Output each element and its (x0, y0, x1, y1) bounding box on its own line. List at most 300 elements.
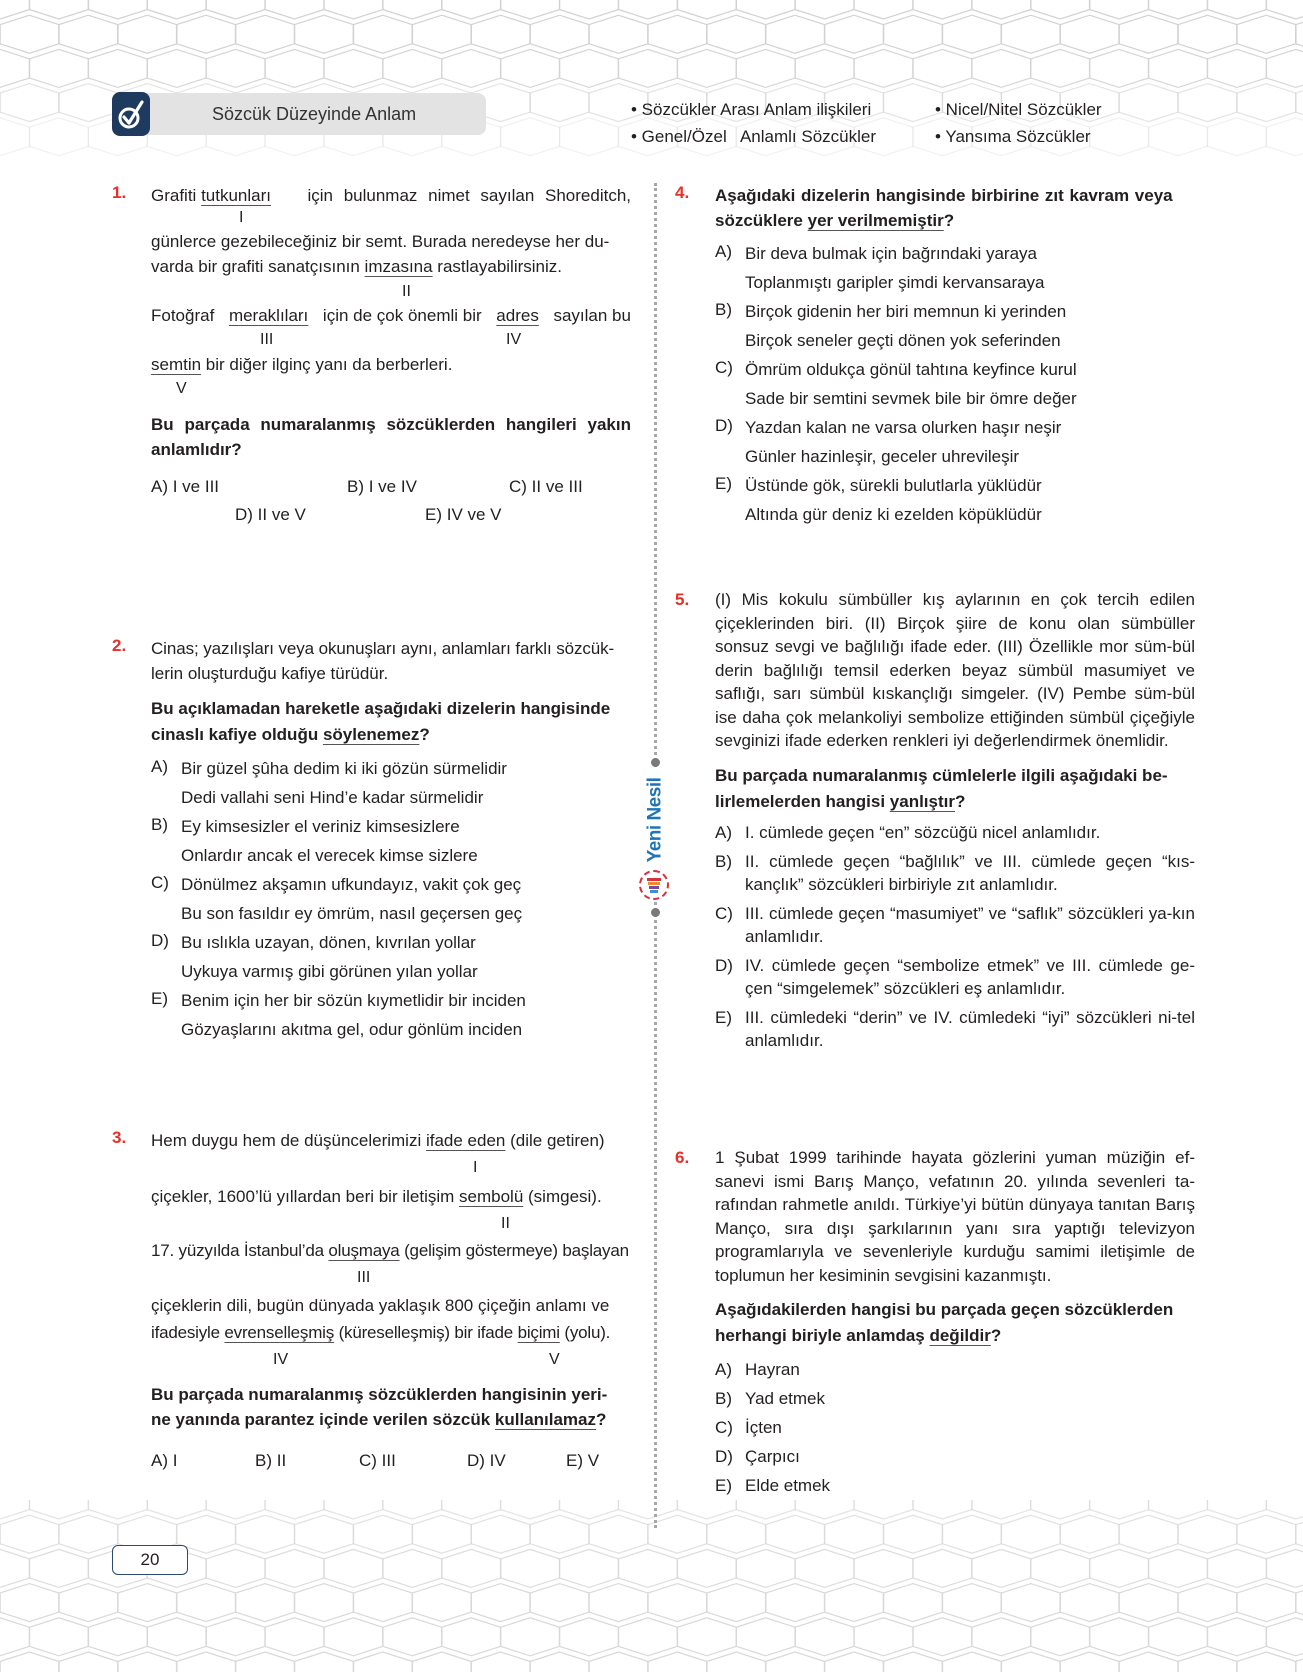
hexagon-shape (1060, 1652, 1119, 1672)
q1-line-3: varda bir grafiti sanatçısının imzasına rastlayabilirsiniz. (151, 257, 563, 276)
hexagon-shape (1119, 1652, 1178, 1672)
hexagon-shape (206, 1500, 265, 1519)
hexagon-shape (501, 1618, 560, 1656)
intro-line: Cinas; yazılışları veya okunuşları aynı, anlamları farklı sözcük- (151, 639, 615, 658)
option-text: Elde etmek (745, 1476, 831, 1495)
hexagon-shape (0, 1618, 30, 1656)
option-c[interactable] (151, 870, 631, 928)
hexagon-shape (59, 15, 118, 53)
hexagon-shape (294, 1584, 353, 1622)
hexagon-shape (618, 1500, 677, 1519)
hexagon-shape (147, 49, 206, 87)
hexagon-shape (0, 15, 59, 53)
hexagon-shape (707, 1652, 766, 1672)
option-c[interactable]: C) II ve III (509, 477, 583, 496)
hexagon-shape (1178, 1652, 1237, 1672)
option-text: İçten (745, 1418, 782, 1437)
hexagon-shape (972, 49, 1031, 87)
hexagon-shape (824, 1515, 883, 1553)
hexagon-shape (589, 1584, 648, 1622)
hexagon-shape (1178, 1584, 1237, 1622)
hexagon-shape (883, 1652, 942, 1672)
hexagon-shape (530, 1515, 589, 1553)
option-c[interactable] (715, 355, 1195, 413)
hexagon-shape (1207, 118, 1266, 156)
option-label: C) (151, 873, 169, 892)
option-text: I. cümlede geçen “en” sözcüğü nicel anlamlıdır. (745, 822, 1101, 842)
numeral: I (239, 209, 244, 226)
hexagon-shape (1296, 1652, 1303, 1672)
option-d[interactable] (715, 954, 1195, 1000)
hexagon-shape (1001, 1515, 1060, 1553)
option-label: E) (715, 474, 732, 493)
hexagon-shape (88, 49, 147, 87)
option-e[interactable] (715, 1471, 1195, 1500)
hexagon-shape (383, 1500, 442, 1519)
hexagon-shape (795, 49, 854, 87)
hexagon-shape (1119, 1584, 1178, 1622)
hexagon-shape (913, 0, 972, 19)
question-prompt: Bu parçada numaralanmış sözcüklerden hangileri yakın anlamlıdır? (151, 415, 631, 459)
hexagon-shape (559, 49, 618, 87)
numeral: III (357, 1269, 371, 1286)
option-c[interactable] (715, 902, 1195, 948)
option-e[interactable] (715, 471, 1195, 529)
hexagon-shape (177, 1584, 236, 1622)
hexagon-shape (589, 15, 648, 53)
q6-options (715, 1355, 1195, 1500)
hexagon-shape (736, 0, 795, 19)
hexagon-shape (0, 1584, 59, 1622)
question-prompt: Aşağıdakilerden hangisi bu parçada geçen sözcüklerden herhangi biriyle anlamdaş değildir? (715, 1300, 1174, 1345)
hexagon-shape (0, 1500, 30, 1519)
hexagon-shape (677, 0, 736, 19)
hexagon-shape (1266, 0, 1303, 19)
hexagon-shape (559, 1500, 618, 1519)
hexagon-shape (147, 0, 206, 19)
option-line: Bir deva bulmak için bağrındaki yaraya (745, 244, 1037, 263)
hexagon-shape (1266, 1500, 1303, 1519)
hexagon-shape (412, 1584, 471, 1622)
option-b[interactable] (715, 297, 1195, 355)
topic-item: • Genel/Özel Anlamlı Sözcükler (631, 127, 876, 146)
option-a[interactable] (715, 1355, 1195, 1384)
option-b[interactable] (151, 812, 631, 870)
option-text (181, 870, 522, 928)
hexagon-shape (265, 1549, 324, 1587)
option-text (745, 297, 1066, 355)
hexagon-shape (294, 15, 353, 53)
numeral: IV (506, 331, 522, 348)
hexagon-shape (29, 1500, 88, 1519)
hexagon-shape (1090, 1500, 1149, 1519)
emphasis-word: söylenemez (322, 725, 420, 744)
hexagon-shape (353, 1652, 412, 1672)
hexagon-shape (29, 1618, 88, 1656)
option-label: C) (715, 903, 733, 923)
hexagon-shape (235, 1515, 294, 1553)
option-text: III. cümledeki “derin” ve IV. cümledeki “iyi” sözcükleri ni-tel anlamlıdır. (745, 1007, 1195, 1050)
hexagon-shape (235, 1652, 294, 1672)
hexagon-shape (501, 118, 560, 156)
option-line: Yazdan kalan ne varsa olurken haşır neşir (745, 418, 1062, 437)
option-e[interactable]: E) IV ve V (425, 505, 502, 524)
yeni-nesil-logo-icon (639, 870, 669, 900)
numbered-word-I: tutkunları (201, 186, 271, 205)
option-d[interactable]: D) IV (467, 1451, 506, 1470)
option-label: A) (715, 1360, 732, 1379)
option-e[interactable]: E) V (566, 1451, 600, 1470)
numbered-word-IV: evrenselleşmiş (224, 1323, 335, 1342)
hexagon-shape (1031, 49, 1090, 87)
hexagon-shape (353, 1515, 412, 1553)
question-number: 4. (675, 183, 690, 202)
hexagon-shape (1060, 1584, 1119, 1622)
option-c[interactable]: C) III (359, 1451, 396, 1470)
hexagon-shape (206, 1549, 265, 1587)
hexagon-pattern-bottom (0, 1500, 1303, 1672)
hexagon-shape (265, 1618, 324, 1656)
hexagon-shape (471, 1515, 530, 1553)
option-label: E) (715, 1007, 732, 1027)
hexagon-shape (618, 0, 677, 19)
numeral: III (260, 331, 274, 348)
option-line: Bu son fasıldır ey ömrüm, nasıl geçersen geç (181, 904, 523, 923)
hexagon-shape (1148, 1500, 1207, 1519)
hexagon-shape (412, 1515, 471, 1553)
emphasis-word: değildir (929, 1326, 991, 1345)
option-label: B) (715, 851, 732, 871)
hexagon-shape (1207, 1618, 1266, 1656)
hexagon-shape (559, 1618, 618, 1656)
hexagon-shape (1031, 1549, 1090, 1587)
hexagon-shape (1060, 15, 1119, 53)
numbered-word-II: imzasına (364, 257, 433, 276)
hexagon-shape (1031, 1500, 1090, 1519)
option-d[interactable] (151, 928, 631, 986)
option-line: Ömrüm oldukça gönül tahtına keyfince kurul (745, 360, 1077, 379)
hexagon-shape (618, 1618, 677, 1656)
hexagon-shape (1237, 1584, 1296, 1622)
hexagon-shape (1296, 84, 1303, 122)
hexagon-shape (1148, 118, 1207, 156)
hexagon-shape (883, 1515, 942, 1553)
hexagon-shape (1148, 1549, 1207, 1587)
check-badge-icon (112, 92, 150, 136)
option-text (181, 928, 478, 986)
emphasis-word: yanlıştır (889, 791, 955, 811)
option-line: Üstünde gök, sürekli bulutlarla yüklüdür (745, 476, 1042, 495)
hexagon-shape (707, 1515, 766, 1553)
hexagon-shape (29, 118, 88, 156)
topics-list-right (935, 96, 1102, 150)
hexagon-shape (677, 1549, 736, 1587)
hexagon-shape (412, 1652, 471, 1672)
hexagon-shape (1148, 1618, 1207, 1656)
hexagon-shape (795, 1549, 854, 1587)
hexagon-shape (883, 15, 942, 53)
hexagon-shape (177, 1652, 236, 1672)
hexagon-shape (913, 1500, 972, 1519)
hexagon-shape (1119, 84, 1178, 122)
hexagon-shape (294, 1515, 353, 1553)
option-line: Onlardır ancak el verecek kimse sizlere (181, 846, 478, 865)
numeral: II (501, 1215, 510, 1232)
option-a[interactable] (715, 821, 1195, 844)
hexagon-shape (854, 1618, 913, 1656)
question-prompt: Bu parçada numaralanmış cümlelerle ilgili aşağıdaki be- lirlemelerden hangisi yanlıştır? (715, 765, 1168, 811)
hexagon-shape (530, 1584, 589, 1622)
option-text (745, 413, 1061, 471)
option-line: Gözyaşlarını akıtma gel, odur gönlüm inciden (181, 1020, 523, 1039)
hexagon-shape (206, 0, 265, 19)
hexagon-shape (206, 1618, 265, 1656)
numbered-word-III: oluşmaya (328, 1241, 400, 1260)
hexagon-shape (648, 1652, 707, 1672)
hexagon-shape (1001, 1584, 1060, 1622)
hexagon-shape (766, 15, 825, 53)
option-text (181, 986, 526, 1044)
q3-line-1: Hem duygu hem de düşüncelerimizi ifade eden (dile getiren) (151, 1131, 605, 1150)
option-label: C) (715, 358, 733, 377)
option-label: D) (715, 955, 733, 975)
hexagon-shape (1207, 49, 1266, 87)
option-a[interactable] (715, 239, 1195, 297)
hexagon-shape (1296, 15, 1303, 53)
hexagon-shape (88, 0, 147, 19)
option-label: E) (715, 1476, 732, 1495)
hexagon-shape (353, 1584, 412, 1622)
hexagon-shape (324, 49, 383, 87)
option-b[interactable]: B) II (255, 1451, 287, 1470)
option-label: B) (715, 300, 732, 319)
hexagon-shape (1031, 0, 1090, 19)
hexagon-shape (1296, 1584, 1303, 1622)
hexagon-shape (88, 1500, 147, 1519)
question-number: 5. (675, 590, 690, 609)
hexagon-shape (0, 118, 30, 156)
option-line: Birçok gidenin her biri memnun ki yerinden (745, 302, 1067, 321)
option-text: IV. cümlede geçen “sembolize etmek” ve III. cümlede ge-çen “simgelemek” sözcükleri eş anlamlıdır. (745, 955, 1195, 998)
hexagon-shape (324, 1618, 383, 1656)
hexagon-shape (118, 15, 177, 53)
hexagon-shape (972, 1618, 1031, 1656)
hexagon-shape (736, 1500, 795, 1519)
q1-line-2: günlerce gezebileceğiniz bir semt. Burada neredeyse her du- (151, 232, 610, 251)
hexagon-shape (0, 1652, 59, 1672)
hexagon-shape (589, 1515, 648, 1553)
hexagon-shape (677, 1500, 736, 1519)
option-a[interactable]: A) I (151, 1451, 178, 1470)
q3-line-5: ifadesiyle evrenselleşmiş (küreselleşmiş) bir ifade biçimi (yolu). (151, 1323, 611, 1342)
section-title: Sözcük Düzeyinde Anlam (212, 104, 417, 124)
hexagon-shape (530, 15, 589, 53)
question-number: 6. (675, 1148, 690, 1167)
option-b[interactable] (715, 1384, 1195, 1413)
hexagon-shape (913, 49, 972, 87)
hexagon-shape (206, 49, 265, 87)
option-d[interactable] (715, 1442, 1195, 1471)
option-text: II. cümlede geçen “bağlılık” ve III. cümlede geçen “kıs-kançlık” sözcükleri birbiriyle zıt anlamlıdır. (745, 851, 1195, 894)
q3-line-4: çiçeklerin dili, bugün dünyada yaklaşık 800 çiçeğin anlamı ve (151, 1296, 610, 1315)
hexagon-shape (707, 1584, 766, 1622)
hexagon-shape (795, 1618, 854, 1656)
question-prompt: Bu parçada numaralanmış sözcüklerden hangisinin yeri- ne yanında parantez içinde verilen sözcük kullanılamaz? (151, 1385, 608, 1429)
hexagon-shape (324, 1549, 383, 1587)
numeral: I (473, 1159, 478, 1176)
hexagon-shape (1148, 49, 1207, 87)
hexagon-shape (883, 84, 942, 122)
hexagon-shape (913, 1618, 972, 1656)
hexagon-shape (942, 1584, 1001, 1622)
option-line: Sade bir semtini sevmek bile bir ömre değer (745, 389, 1077, 408)
hexagon-shape (147, 1618, 206, 1656)
hexagon-shape (118, 1652, 177, 1672)
hexagon-shape (59, 1584, 118, 1622)
hexagon-shape (29, 0, 88, 19)
hexagon-shape (471, 1652, 530, 1672)
hexagon-shape (736, 1618, 795, 1656)
option-label: C) (715, 1418, 733, 1437)
option-label: A) (715, 822, 732, 842)
hexagon-shape (618, 1549, 677, 1587)
hexagon-shape (1266, 49, 1303, 87)
hexagon-shape (677, 49, 736, 87)
hexagon-shape (559, 0, 618, 19)
hexagon-shape (824, 1652, 883, 1672)
option-b[interactable]: B) I ve IV (347, 477, 417, 496)
option-b[interactable] (715, 850, 1195, 896)
hexagon-shape (412, 15, 471, 53)
hexagon-shape (442, 49, 501, 87)
hexagon-shape (854, 1500, 913, 1519)
hexagon-shape (942, 1515, 1001, 1553)
option-e[interactable] (151, 986, 631, 1044)
page-number: 20 (112, 1545, 188, 1575)
hexagon-shape (1119, 1515, 1178, 1553)
option-text (181, 754, 507, 812)
hexagon-shape (442, 1500, 501, 1519)
option-label: E) (151, 989, 168, 1008)
hexagon-shape (854, 0, 913, 19)
hexagon-shape (471, 15, 530, 53)
hexagon-shape (1207, 0, 1266, 19)
option-label: A) (715, 242, 732, 261)
option-c[interactable] (715, 1413, 1195, 1442)
numeral: V (549, 1351, 560, 1368)
option-d[interactable]: D) II ve V (235, 505, 306, 524)
question-5 (715, 588, 1195, 1058)
hexagon-shape (501, 49, 560, 87)
hexagon-shape (559, 1549, 618, 1587)
option-e[interactable] (715, 1006, 1195, 1052)
hexagon-shape (1178, 1515, 1237, 1553)
option-line: Uykuya varmış gibi görünen yılan yollar (181, 962, 478, 981)
numbered-word-V: semtin (151, 355, 202, 374)
numbered-word-I: ifade eden (425, 1131, 506, 1150)
option-label: D) (715, 1447, 733, 1466)
option-line: Birçok seneler geçti dönen yok seferinden (745, 331, 1061, 350)
hexagon-shape (29, 49, 88, 87)
hexagon-shape (118, 1584, 177, 1622)
hexagon-shape (235, 15, 294, 53)
hexagon-shape (1296, 1515, 1303, 1553)
option-line: Toplanmıştı garipler şimdi kervansaraya (745, 273, 1045, 292)
hexagon-shape (1119, 15, 1178, 53)
hexagon-shape (1237, 1652, 1296, 1672)
hexagon-shape (1001, 15, 1060, 53)
hexagon-shape (707, 15, 766, 53)
option-line: Bu ıslıkla uzayan, dönen, kıvrılan yollar (181, 933, 476, 952)
hexagon-shape (1207, 1549, 1266, 1587)
option-a[interactable] (151, 754, 631, 812)
hexagon-shape (235, 1584, 294, 1622)
hexagon-shape (294, 1652, 353, 1672)
hexagon-shape (795, 0, 854, 19)
hexagon-shape (766, 1584, 825, 1622)
q3-line-2: çiçekler, 1600’lü yıllardan beri bir iletişim sembolü (simgesi). (151, 1187, 602, 1206)
hexagon-shape (736, 1549, 795, 1587)
hexagon-shape (177, 15, 236, 53)
option-text (745, 355, 1077, 413)
option-label: A) (151, 757, 168, 776)
q3-line-3: 17. yüzyılda İstanbul’da oluşmaya (gelişim göstermeye) başlayan (151, 1241, 629, 1260)
question-prompt: Bu açıklamadan hareketle aşağıdaki dizelerin hangisinde cinaslı kafiye olduğu söylenemez? (151, 699, 611, 744)
hexagon-shape (1060, 1515, 1119, 1553)
hexagon-shape (648, 1584, 707, 1622)
hexagon-shape (383, 1618, 442, 1656)
hexagon-shape (501, 1500, 560, 1519)
option-line: Günler hazinleşir, geceler uhrevileşir (745, 447, 1020, 466)
q4-options (715, 239, 1195, 529)
hexagon-shape (324, 0, 383, 19)
option-text: III. cümlede geçen “masumiyet” ve “saflık” sözcükleri ya-kın anlamlıdır. (745, 903, 1195, 946)
hexagon-shape (854, 49, 913, 87)
hexagon-shape (59, 1515, 118, 1553)
hexagon-shape (59, 84, 118, 122)
hexagon-shape (1090, 49, 1149, 87)
hexagon-shape (648, 15, 707, 53)
passage: (I) Mis kokulu sümbüller kış aylarının en çok tercih edilen çiçeklerinden biri. (II) Birçok şiire de konu olan sümbüller sonsuz sevgi ve bağlılığı ifade eder. (III) Özellikle mor süm-bül derin bağlılığı temsil ederken beyaz sümbül masumiyet ve saflığı, sarı sümbül kıskançlığı simgeler. (IV) Pembe süm-bül ise daha çok melankoliyi sembolize ettiğinden sümbül çiçeğiyle sevginizi ifade ederken renkleri iyi değerlendirmek önemlidir. (715, 590, 1195, 750)
hexagon-shape (147, 1500, 206, 1519)
option-line: Benim için her bir sözün kıymetlidir bir inciden (181, 991, 526, 1010)
hexagon-shape (265, 0, 324, 19)
question-4 (715, 183, 1195, 529)
hexagon-shape (0, 84, 59, 122)
question-number: 2. (112, 636, 127, 655)
hexagon-shape (589, 1652, 648, 1672)
hexagon-shape (766, 1515, 825, 1553)
hexagon-shape (29, 1549, 88, 1587)
hexagon-shape (1237, 84, 1296, 122)
numbered-word-II: sembolü (459, 1187, 524, 1206)
hexagon-shape (1178, 15, 1237, 53)
hexagon-shape (442, 1618, 501, 1656)
hexagon-shape (972, 1549, 1031, 1587)
option-d[interactable] (715, 413, 1195, 471)
hexagon-shape (942, 15, 1001, 53)
hexagon-shape (824, 1584, 883, 1622)
numeral: II (402, 283, 411, 300)
option-a[interactable]: A) I ve III (151, 477, 220, 496)
hexagon-shape (1001, 1652, 1060, 1672)
hexagon-shape (972, 0, 1031, 19)
hexagon-shape (324, 1500, 383, 1519)
hexagon-shape (1237, 15, 1296, 53)
hexagon-shape (501, 0, 560, 19)
hexagon-shape (1237, 1515, 1296, 1553)
q2-options (151, 754, 631, 1044)
